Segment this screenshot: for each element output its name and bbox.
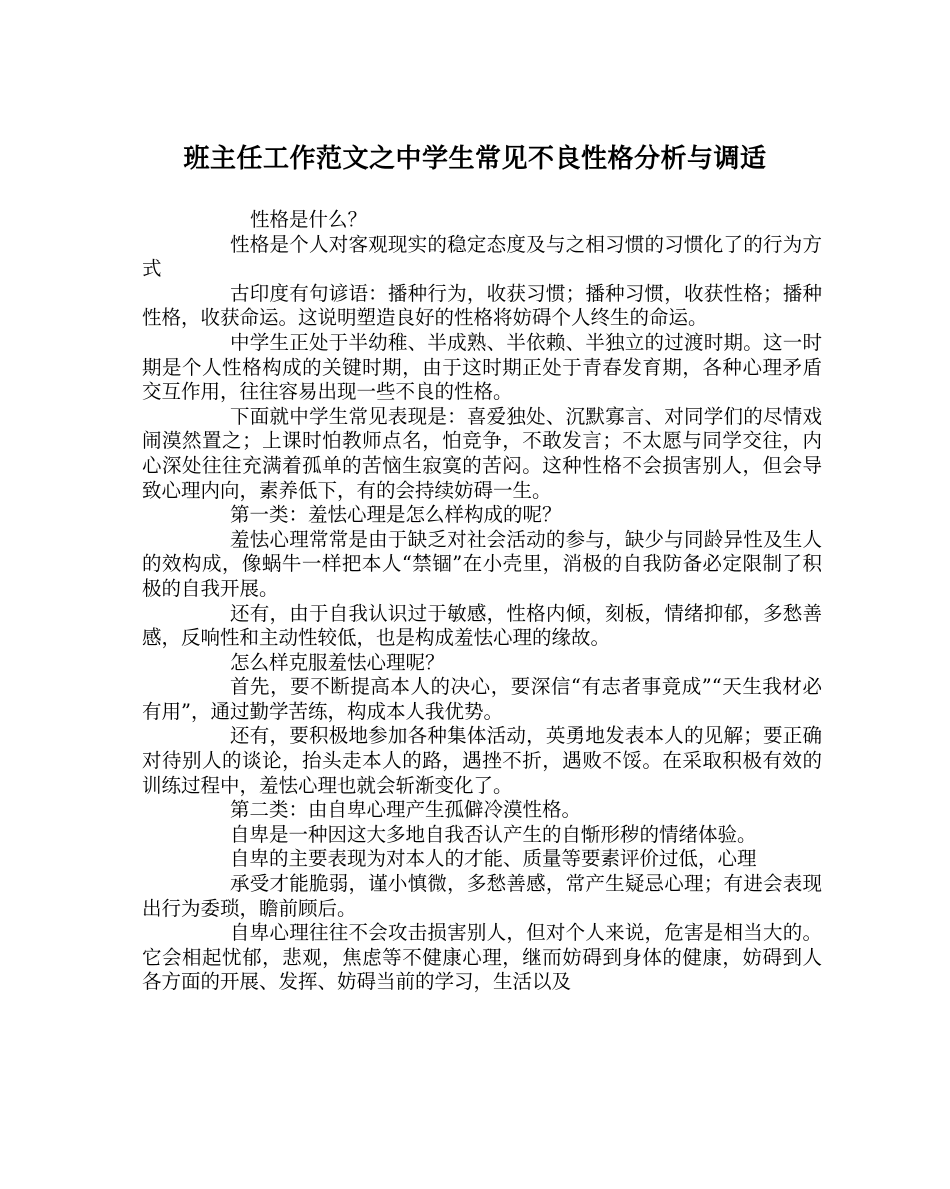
paragraph: 第一类：羞怯心理是怎么样构成的呢？ [230,503,562,527]
paragraph: 下面就中学生常见表现是：喜爱独处、沉默寡言、对同学们的尽情戏闹漠然置之；上课时怕教师点名，怕竞争，不敢发言；不太愿与同学交往，内心深处往往充满着孤单的苦恼生寂寞的苦闷。这种性格不会损害别人，但会导致心理内向，素养低下，有的会持续妨碍一生。 [142,404,822,502]
paragraph: 自卑的主要表现为对本人的才能、质量等要素评价过低，心理 [230,847,757,871]
paragraph: 性格是什么？ [250,208,368,231]
document-body [142,208,822,995]
paragraph: 中学生正处于半幼稚、半成熟、半依赖、半独立的过渡时期。这一时期是个人性格构成的关键时期，由于这时期正处于青春发育期，各种心理矛盾交互作用，往往容易出现一些不良的性格。 [142,330,822,404]
paragraph: 自卑是一种因这大多地自我否认产生的自惭形秽的情绪体验。 [230,822,757,846]
paragraph: 怎么样克服羞怯心理呢？ [230,650,445,674]
paragraph: 承受才能脆弱，谨小慎微，多愁善感，常产生疑忌心理；有进会表现出行为委琐，瞻前顾后。 [142,872,822,920]
paragraph: 古印度有句谚语：播种行为，收获习惯；播种习惯，收获性格；播种性格，收获命运。这说明塑造良好的性格将妨碍个人终生的命运。 [142,281,822,330]
paragraph: 还有，由于自我认识过于敏感，性格内倾，刻板，情绪抑郁，多愁善感，反响性和主动性较低，也是构成羞怯心理的缘故。 [142,601,822,650]
paragraph: 第二类：由自卑心理产生孤僻冷漠性格。 [230,798,582,822]
document-title: 班主任工作范文之中学生常见不良性格分析与调适 [183,144,767,174]
paragraph: 性格是个人对客观现实的稳定态度及与之相习惯的习惯化了的行为方式 [142,232,822,281]
paragraph: 自卑心理往往不会攻击损害别人，但对个人来说，危害是相当大的。它会相起忧郁，悲观，焦虑等不健康心理，继而妨碍到身体的健康，妨碍到人各方面的开展、发挥、妨碍当前的学习，生活以及 [142,921,822,994]
paragraph: 首先，要不断提高本人的决心，要深信“有志者事竟成”“天生我材必有用”，通过勤学苦练，构成本人我优势。 [142,675,822,723]
paragraph: 羞怯心理常常是由于缺乏对社会活动的参与，缺少与同龄异性及生人的效构成，像蜗牛一样把本人“禁锢”在小壳里，消极的自我防备必定限制了积极的自我开展。 [142,527,822,600]
paragraph: 还有，要积极地参加各种集体活动，英勇地发表本人的见解；要正确对待别人的谈论，抬头走本人的路，遇挫不折，遇败不馁。在采取积极有效的训练过程中，羞怯心理也就会斩渐变化了。 [142,724,822,797]
